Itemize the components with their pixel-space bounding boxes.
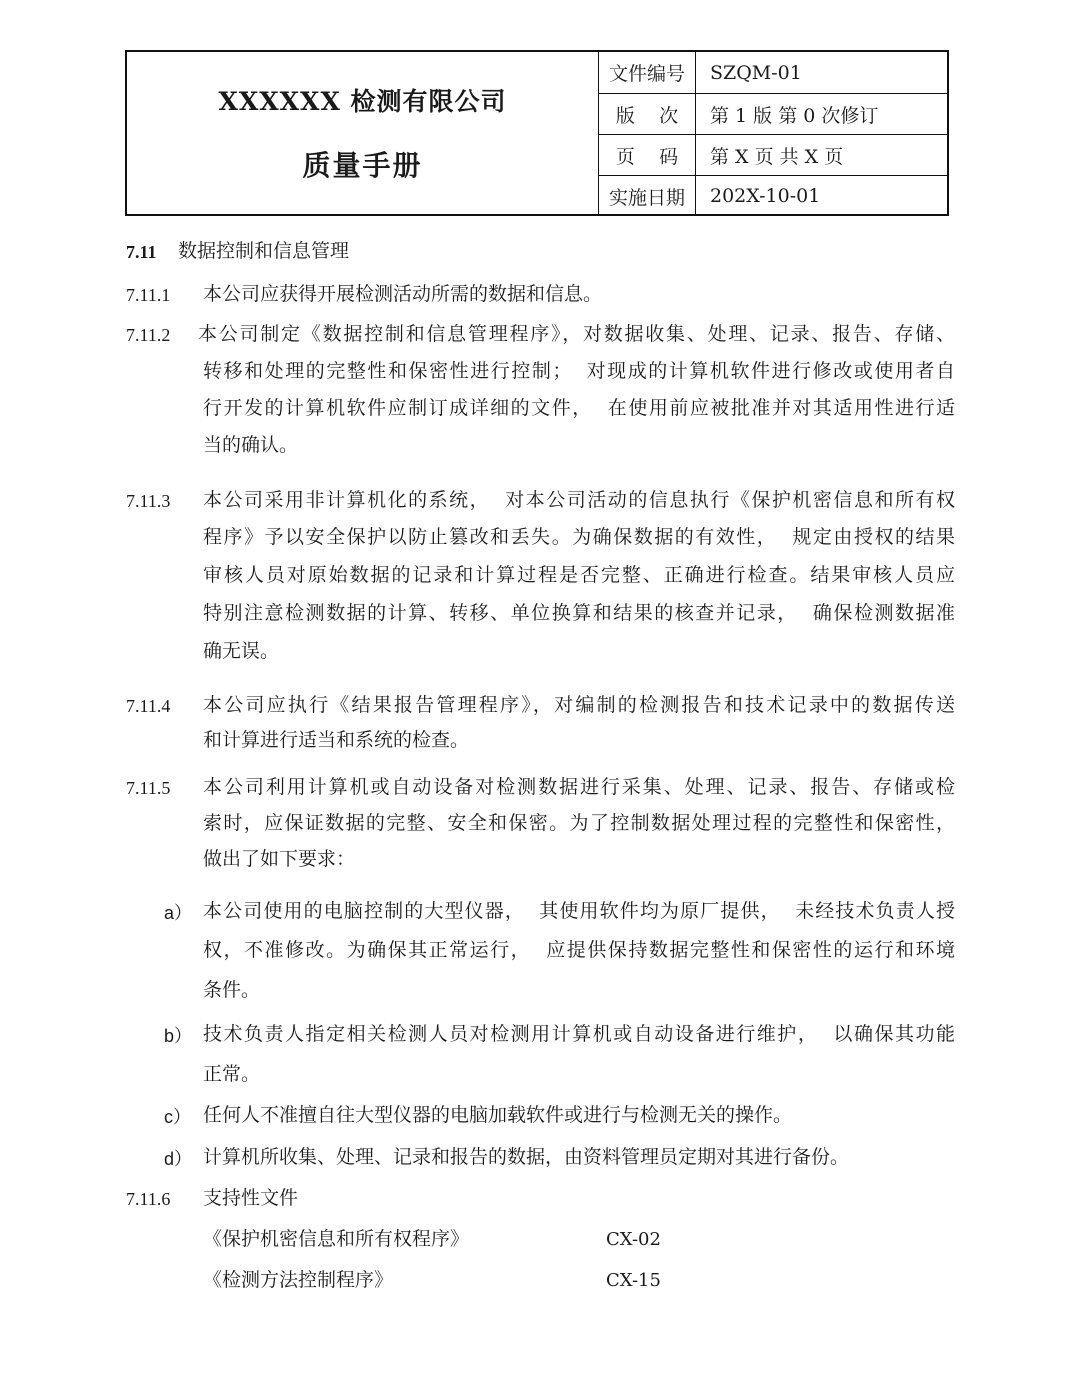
clause-number: 7.11.5: [126, 778, 171, 798]
clause-text-line: 本公司制定《数据控制和信息管理程序》，对数据收集、处理、记录、报告、存储、: [198, 323, 955, 345]
header-key: 实施日期: [599, 176, 696, 216]
list-item-marker: b）: [164, 1026, 193, 1046]
section-number: 7.11: [126, 242, 157, 262]
clause-text-line: 索时，应保证数据的完整、安全和保密。为了控制数据处理过程的完整性和保密性，: [203, 812, 955, 834]
supporting-doc-name: 《保护机密信息和所有权程序》: [203, 1228, 470, 1250]
clause-text-line: 当的确认。: [203, 434, 299, 456]
clause-text-line: 特别注意检测数据的计算、转移、单位换算和结果的核查并记录， 确保检测数据准: [203, 602, 955, 624]
clause-text-line: 支持性文件: [203, 1187, 299, 1209]
list-item-text-line: 计算机所收集、处理、记录和报告的数据，由资料管理员定期对其进行备份。: [203, 1146, 850, 1168]
clause-text-line: 做出了如下要求：: [203, 848, 356, 870]
header-row-doc-number: [599, 52, 949, 93]
manual-title: 质量手册: [302, 149, 423, 182]
supporting-doc-name: 《检测方法控制程序》: [203, 1269, 394, 1291]
header-value: 第 1 版 第 0 次修订: [710, 104, 879, 127]
clause-text-line: 行开发的计算机软件应制订成详细的文件， 在使用前应被批准并对其适用性进行适: [203, 397, 955, 419]
clause-text-line: 本公司应执行《结果报告管理程序》，对编制的检测报告和技术记录中的数据传送: [203, 694, 955, 716]
header-key: 文件编号: [599, 52, 696, 93]
company-name: XXXXXX 检测有限公司: [218, 87, 507, 116]
clause-text-line: 审核人员对原始数据的记录和计算过程是否完整、正确进行检查。结果审核人员应: [203, 564, 955, 586]
list-item-text-line: 任何人不准擅自往大型仪器的电脑加载软件或进行与检测无关的操作。: [203, 1104, 793, 1126]
list-item-text-line: 权，不准修改。为确保其正常运行， 应提供保持数据完整性和保密性的运行和环境: [203, 939, 955, 961]
clause-number: 7.11.1: [126, 285, 171, 305]
document-header-table: [125, 50, 949, 216]
clause-text-line: 转移和处理的完整性和保密性进行控制； 对现成的计算机软件进行修改或使用者自: [203, 360, 955, 382]
list-item-marker: d）: [164, 1149, 193, 1169]
list-item-text-line: 正常。: [203, 1063, 261, 1085]
header-key: 页 码: [599, 135, 696, 175]
list-item-marker: c）: [164, 1107, 191, 1127]
header-key: 版 次: [599, 94, 696, 134]
clause-number: 7.11.3: [126, 491, 171, 511]
clause-number: 7.11.2: [126, 325, 171, 345]
clause-text-line: 和计算进行适当和系统的检查。: [203, 729, 470, 751]
header-value: 第 X 页 共 X 页: [710, 145, 844, 168]
list-item-text-line: 本公司使用的电脑控制的大型仪器， 其使用软件均为原厂提供， 未经技术负责人授: [203, 900, 955, 922]
clause-text-line: 确无误。: [203, 640, 280, 662]
clause-number: 7.11.6: [126, 1189, 171, 1209]
header-row-edition: [599, 93, 949, 134]
header-title-cell: [127, 52, 599, 214]
supporting-doc-code: CX-15: [606, 1270, 661, 1291]
section-title: 数据控制和信息管理: [178, 240, 350, 262]
header-value: 202X-10-01: [710, 185, 821, 207]
list-item-text-line: 条件。: [203, 979, 261, 1001]
clause-text-line: 本公司利用计算机或自动设备对检测数据进行采集、处理、记录、报告、存储或检: [203, 776, 955, 798]
list-item-text-line: 技术负责人指定相关检测人员对检测用计算机或自动设备进行维护， 以确保其功能: [203, 1023, 955, 1045]
clause-number: 7.11.4: [126, 696, 171, 716]
list-item-marker: a）: [164, 903, 193, 923]
supporting-doc-code: CX-02: [606, 1229, 661, 1250]
header-row-page: [599, 134, 949, 175]
clause-text-line: 本公司采用非计算机化的系统， 对本公司活动的信息执行《保护机密信息和所有权: [203, 489, 955, 511]
header-value: SZQM-01: [710, 61, 802, 84]
clause-text-line: 程序》予以安全保护以防止篡改和丢失。为确保数据的有效性， 规定由授权的结果: [203, 526, 955, 548]
header-row-effective-date: [599, 175, 949, 216]
clause-text-line: 本公司应获得开展检测活动所需的数据和信息。: [203, 283, 603, 305]
